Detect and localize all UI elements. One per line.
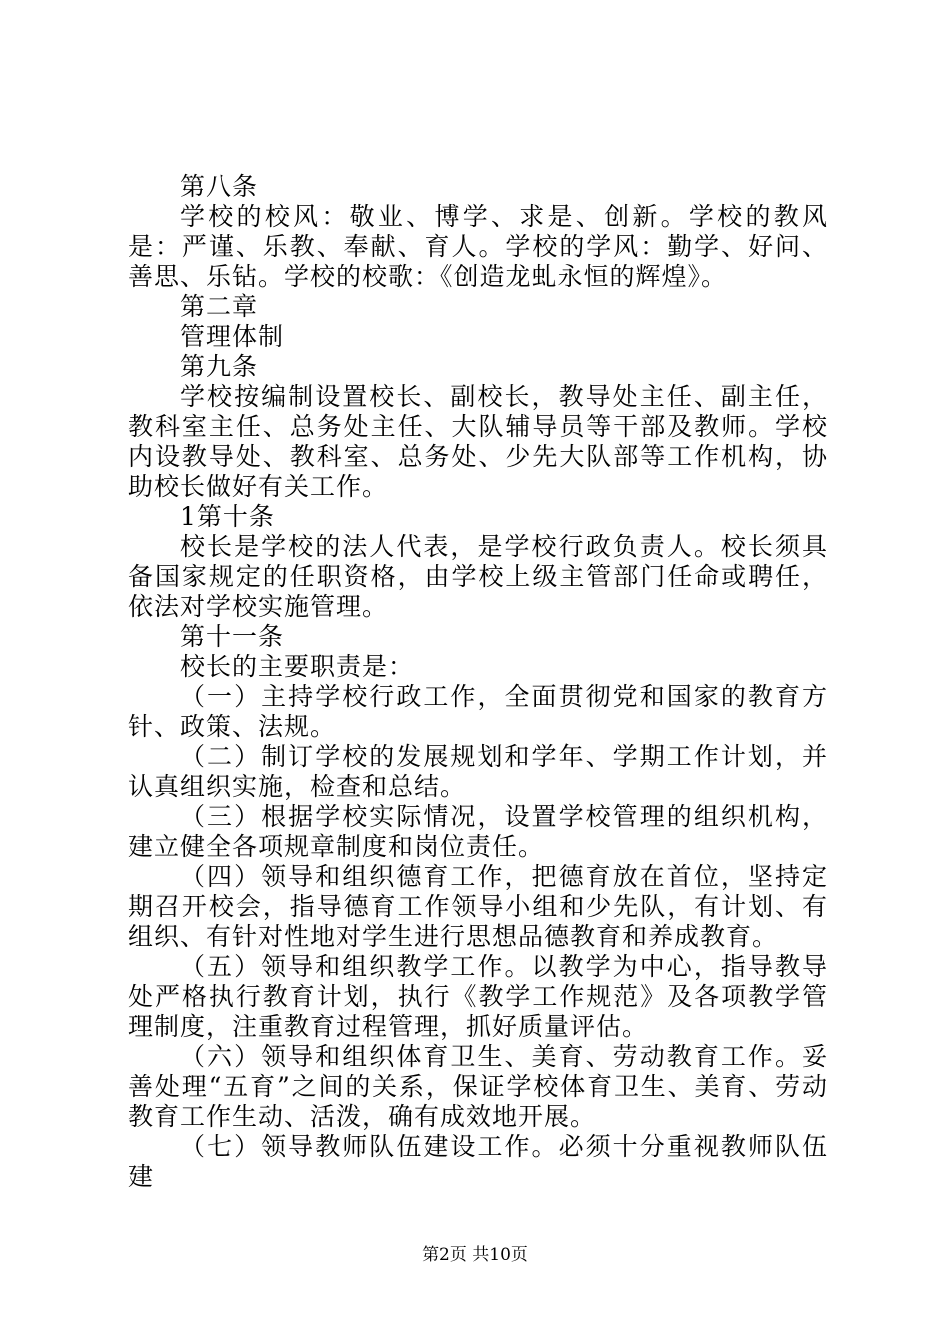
page-number-label: 第2页 共10页 (422, 1245, 528, 1265)
list-item: （六）领导和组织体育卫生、美育、劳动教育工作。妥善处理“五育”之间的关系，保证学校体育卫生、美育、劳动教育工作生动、活泼，确有成效地开展。 (128, 1042, 828, 1131)
list-item: （一）主持学校行政工作，全面贯彻党和国家的教育方针、政策、法规。 (128, 682, 828, 741)
list-item: （五）领导和组织教学工作。以教学为中心，指导教导处严格执行教育计划，执行《教学工作规范》及各项教学管理制度，注重教育过程管理，抓好质量评估。 (128, 952, 828, 1041)
document-body (128, 172, 828, 1192)
paragraph: 校长是学校的法人代表，是学校行政负责人。校长须具备国家规定的任职资格，由学校上级主管部门任命或聘任，依法对学校实施管理。 (128, 532, 828, 621)
paragraph: 校长的主要职责是： (180, 652, 415, 681)
chapter-heading: 第二章 (180, 292, 259, 321)
list-item: （七）领导教师队伍建设工作。必须十分重视教师队伍建 (128, 1132, 828, 1191)
article-heading: 1第十条 (180, 502, 275, 531)
list-item: （二）制订学校的发展规划和学年、学期工作计划，并认真组织实施，检查和总结。 (128, 742, 828, 801)
article-heading: 第十一条 (180, 622, 285, 651)
list-item: （四）领导和组织德育工作，把德育放在首位，坚持定期召开校会，指导德育工作领导小组和少先队，有计划、有组织、有针对性地对学生进行思想品德教育和养成教育。 (128, 862, 828, 951)
article-heading: 第八条 (180, 172, 259, 201)
paragraph: 学校按编制设置校长、副校长，教导处主任、副主任，教科室主任、总务处主任、大队辅导员等干部及教师。学校内设教导处、教科室、总务处、少先大队部等工作机构，协助校长做好有关工作。 (128, 382, 828, 501)
chapter-title: 管理体制 (180, 322, 285, 351)
page-footer (0, 1244, 950, 1266)
list-item: （三）根据学校实际情况，设置学校管理的组织机构，建立健全各项规章制度和岗位责任。 (128, 802, 828, 861)
article-heading: 第九条 (180, 352, 259, 381)
paragraph: 学校的校风：敬业、博学、求是、创新。学校的教风是：严谨、乐教、奉献、育人。学校的学风：勤学、好问、善思、乐钻。学校的校歌：《创造龙虬永恒的辉煌》。 (128, 202, 828, 291)
